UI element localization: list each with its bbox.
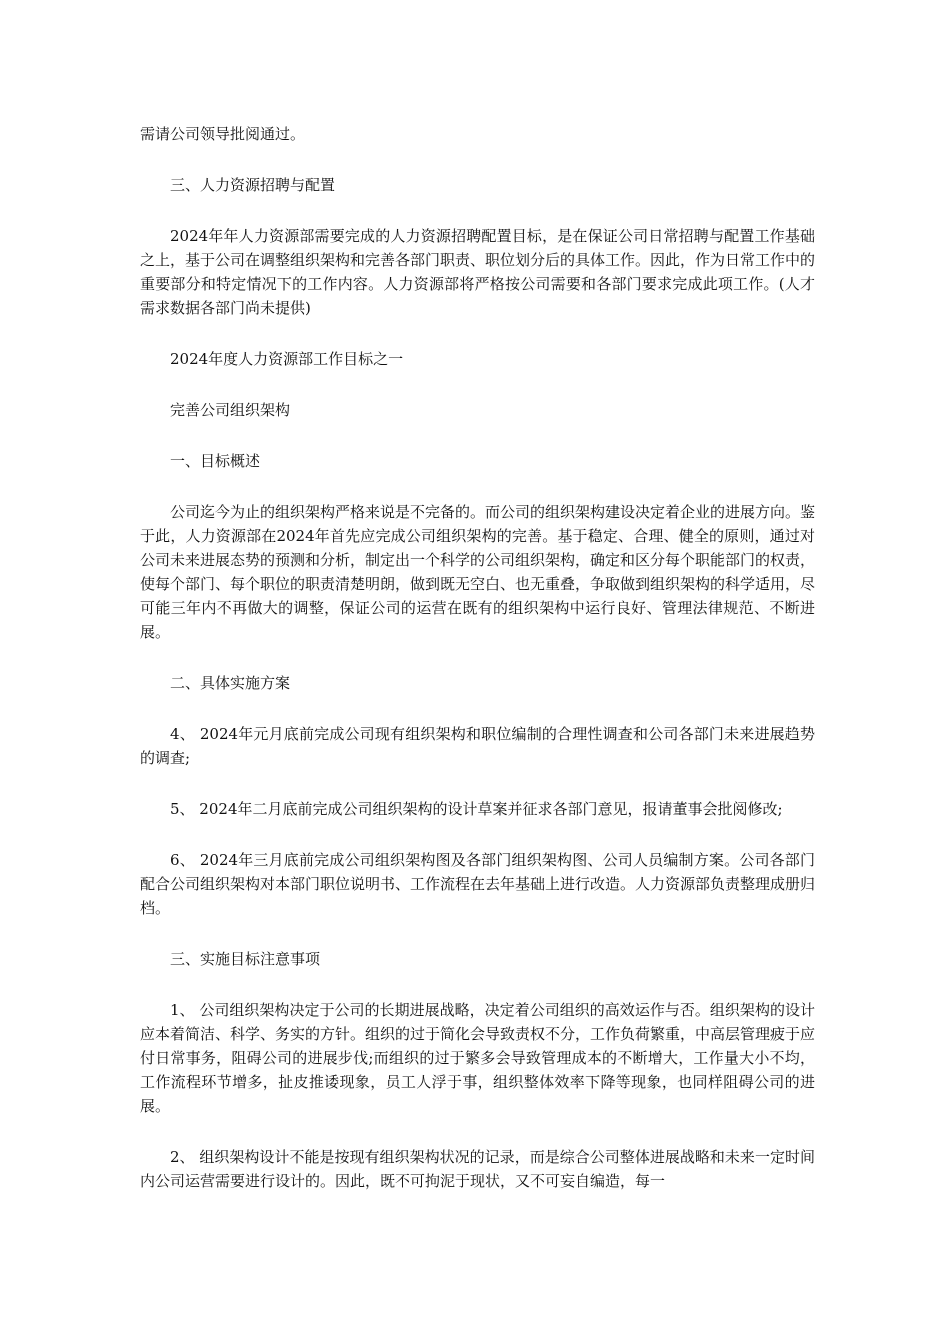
paragraph-continuation: 需请公司领导批阅通过。: [140, 125, 306, 143]
goal-subtitle: 完善公司组织架构: [170, 401, 291, 419]
plan-item-4: 4、 2024年元月底前完成公司现有组织架构和职位编制的合理性调查和公司各部门未来进展趋势的调查;: [140, 725, 815, 767]
paragraph-recruitment-goal: 2024年年人力资源部需要完成的人力资源招聘配置目标，是在保证公司日常招聘与配置工作基础之上，基于公司在调整组织架构和完善各部门职责、职位划分后的具体工作。因此，作为日常工作中的重要部分和特定情况下的工作内容。人力资源部将严格按公司需要和各部门要求完成此项工作。(人才需求数据各部门尚未提供): [140, 227, 816, 317]
note-item-2: 2、 组织架构设计不能是按现有组织架构状况的记录，而是综合公司整体进展战略和未来一定时间内公司运营需要进行设计的。因此，既不可拘泥于现状，又不可妄自编造，每一: [140, 1148, 815, 1190]
section-heading-overview: 一、目标概述: [170, 452, 261, 470]
goal-title: 2024年度人力资源部工作目标之一: [170, 350, 404, 368]
section-heading-recruitment: 三、人力资源招聘与配置: [170, 176, 336, 194]
section-heading-plan: 二、具体实施方案: [170, 674, 291, 692]
plan-item-5: 5、 2024年二月底前完成公司组织架构的设计草案并征求各部门意见，报请董事会批阅修改;: [170, 800, 783, 818]
plan-item-6: 6、 2024年三月底前完成公司组织架构图及各部门组织架构图、公司人员编制方案。公司各部门配合公司组织架构对本部门职位说明书、工作流程在去年基础上进行改造。人力资源部负责整理成册归档。: [140, 851, 816, 917]
paragraph-overview: 公司迄今为止的组织架构严格来说是不完备的。而公司的组织架构建设决定着企业的进展方向。鉴于此，人力资源部在2024年首先应完成公司组织架构的完善。基于稳定、合理、健全的原则，通过对公司未来进展态势的预测和分析，制定出一个科学的公司组织架构，确定和区分每个职能部门的权责，使每个部门、每个职位的职责清楚明朗，做到既无空白、也无重叠，争取做到组织架构的科学适用，尽可能三年内不再做大的调整，保证公司的运营在既有的组织架构中运行良好、管理法律规范、不断进展。: [140, 503, 816, 641]
section-heading-notes: 三、实施目标注意事项: [170, 950, 321, 968]
note-item-1: 1、 公司组织架构决定于公司的长期进展战略，决定着公司组织的高效运作与否。组织架构的设计应本着简洁、科学、务实的方针。组织的过于简化会导致责权不分，工作负荷繁重，中高层管理疲于应付日常事务，阻碍公司的进展步伐;而组织的过于繁多会导致管理成本的不断增大，工作量大小不均，工作流程环节增多，扯皮推诿现象，员工人浮于事，组织整体效率下降等现象，也同样阻碍公司的进展。: [140, 1001, 816, 1115]
document-page: [140, 118, 815, 1220]
